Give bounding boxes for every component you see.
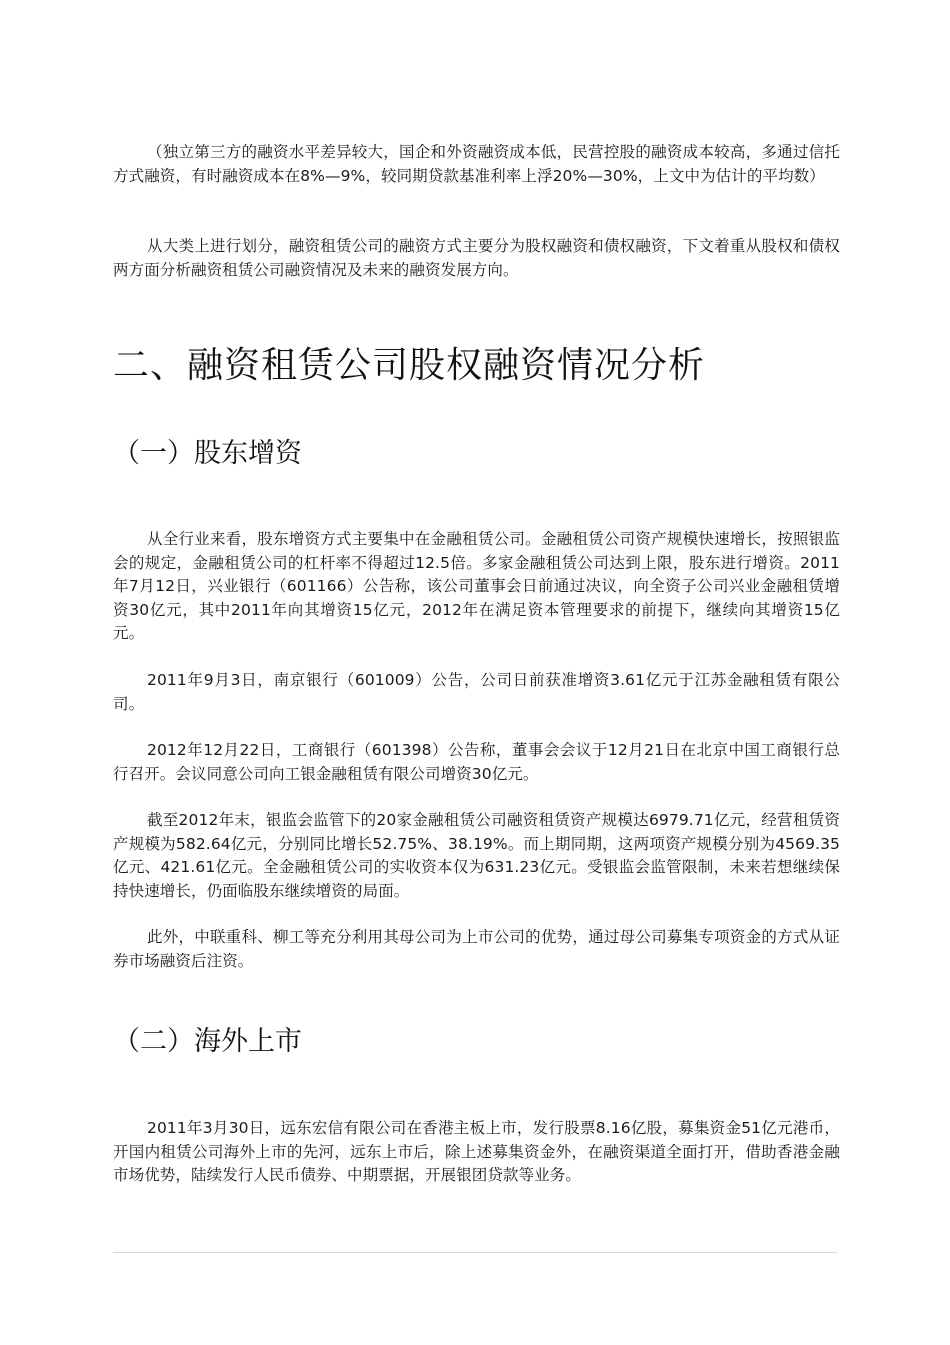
subsection-title-overseas-listing: （二）海外上市 — [113, 1026, 302, 1057]
paragraph-financing-classification: 从大类上进行划分，融资租赁公司的融资方式主要分为股权融资和债权融资，下文着重从股权和债权两方面分析融资租赁公司融资情况及未来的融资发展方向。 — [113, 237, 840, 279]
paragraph-financing-cost-note: （独立第三方的融资水平差异较大，国企和外资融资成本低，民营控股的融资成本较高，多通过信托方式融资，有时融资成本在8%—9%，较同期贷款基准利率上浮20%—30%，上文中为估计的平均数） — [113, 143, 840, 185]
paragraph-far-east-horizon-listing: 2011年3月30日，远东宏信有限公司在香港主板上市，发行股票8.16亿股，募集资金51亿元港币，开国内租赁公司海外上市的先河，远东上市后，除上述募集资金外，在融资渠道全面打开，借助香港金融市场优势，陆续发行人民币债券、中期票据，开展银团贷款等业务。 — [113, 1119, 840, 1184]
document-page — [113, 0, 840, 1345]
paragraph-shareholder-capital-increase: 从全行业来看，股东增资方式主要集中在金融租赁公司。金融租赁公司资产规模快速增长，按照银监会的规定，金融租赁公司的杠杆率不得超过12.5倍。多家金融租赁公司达到上限，股东进行增资。2011年7月12日，兴业银行（601166）公告称，该公司董事会日前通过决议，向全资子公司兴业金融租赁增资30亿元，其中2011年向其增资15亿元，2012年在满足资本管理要求的前提下，继续向其增资15亿元。 — [113, 530, 840, 642]
subsection-title-capital-increase: （一）股东增资 — [113, 438, 302, 469]
page-divider — [113, 1252, 837, 1253]
paragraph-icbc: 2012年12月22日，工商银行（601398）公告称，董事会会议于12月21日在北京中国工商银行总行召开。会议同意公司向工银金融租赁有限公司增资30亿元。 — [113, 741, 840, 783]
paragraph-nanjing-bank: 2011年9月3日，南京银行（601009）公告，公司日前获准增资3.61亿元于江苏金融租赁有限公司。 — [113, 671, 840, 713]
paragraph-parent-company-injection: 此外，中联重科、柳工等充分利用其母公司为上市公司的优势，通过母公司募集专项资金的方式从证券市场融资后注资。 — [113, 928, 840, 970]
section-title: 二、融资租赁公司股权融资情况分析 — [113, 345, 706, 386]
paragraph-industry-scale-2012: 截至2012年末，银监会监管下的20家金融租赁公司融资租赁资产规模达6979.71亿元，经营租赁资产规模为582.64亿元，分别同比增长52.75%、38.19%。而上期同期，这两项资产规模分别为4569.35亿元、421.61亿元。全金融租赁公司的实收资本仅为631.23亿元。受银监会监管限制，未来若想继续保持快速增长，仍面临股东继续增资的局面。 — [113, 811, 840, 900]
